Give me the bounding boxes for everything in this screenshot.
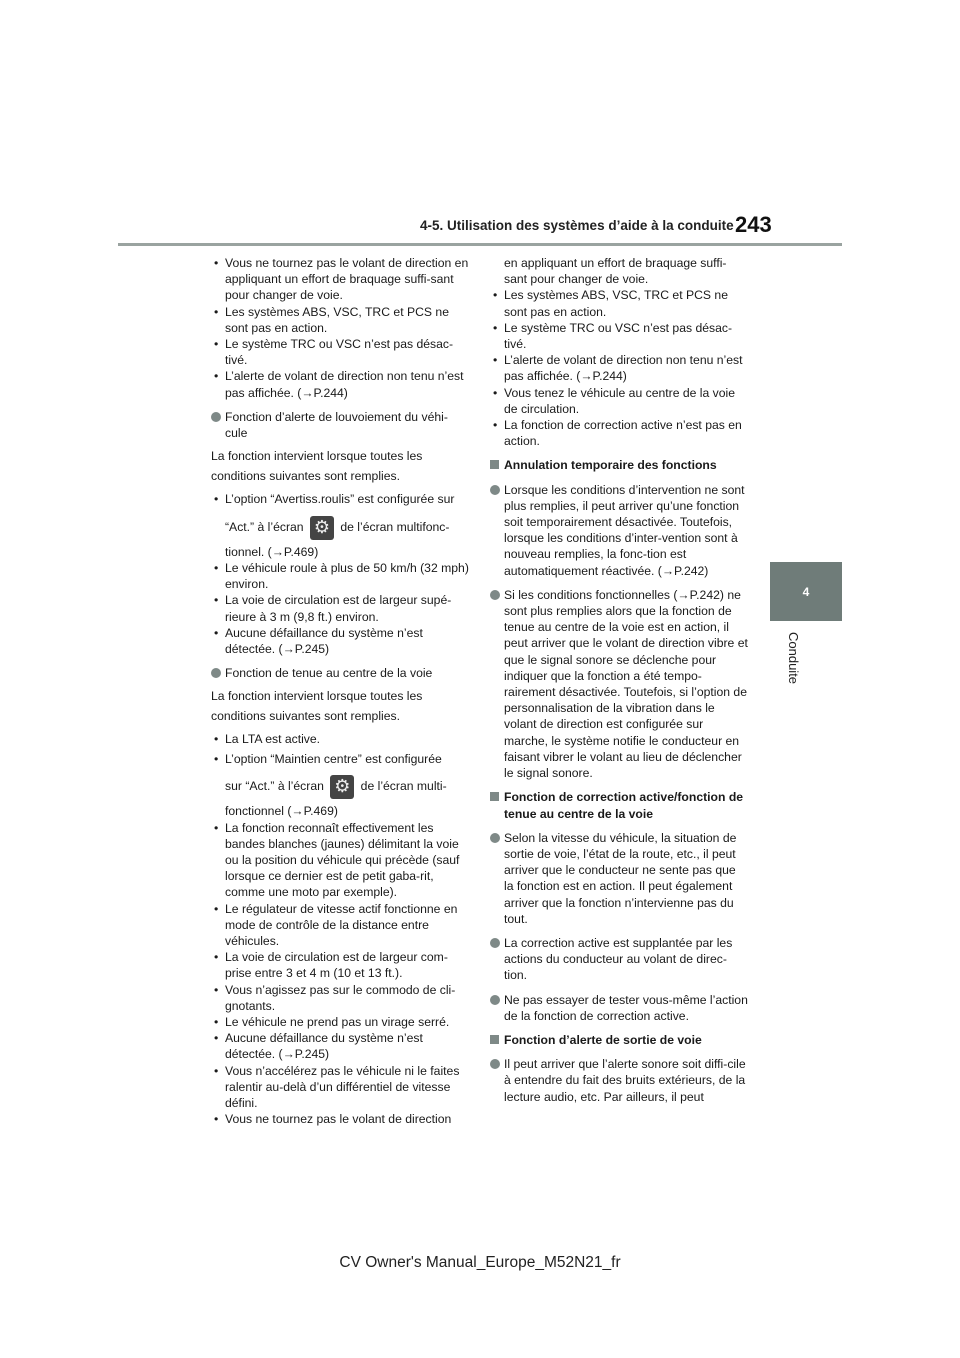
settings-gear-icon	[330, 775, 354, 799]
list-item: • Vous ne tournez pas le volant de direction en appliquant un effort de braquage suffi-sant pour changer de voie.	[211, 255, 469, 304]
list-item: • L’option “Avertiss.roulis” est configurée sur	[211, 490, 469, 510]
header-divider	[118, 243, 842, 246]
note-paragraph: Selon la vitesse du véhicule, la situation de sortie de voie, l’état de la route, etc., il peut arriver que le conducteur ne sente pas que la fonction est en action. Il peut également arriver que la fonction n’intervienne pas du tout.	[490, 830, 748, 927]
option-text: de l’écran multi-	[360, 779, 447, 794]
list-item: • Vous n’agissez pas sur le commodo de cli-gnotants.	[211, 982, 469, 1014]
note-paragraph: Si les conditions fonctionnelles (→P.242) ne sont plus remplies alors que la fonction de tenue au centre de la voie est en action, il peut arriver que le volant de direction vibre et que le signal sonore se déclenche pour indiquer que la fonction a été tempo-rairement désactivée. Toutefois, si l’option de personnalisation de la vibration dans le volant de direction est configurée sur marche, le système notifie le conducteur en faisant vibrer le volant au lieu de déclencher le signal sonore.	[490, 587, 748, 781]
list-item: • Le régulateur de vitesse actif fonctionne en mode de contrôle de la distance entre véhicules.	[211, 901, 469, 950]
list-item-continued: en appliquant un effort de braquage suffi-sant pour changer de voie.	[504, 256, 727, 287]
note-paragraph: La correction active est supplantée par les actions du conducteur au volant de direc-tion.	[490, 935, 748, 984]
note-paragraph: Ne pas essayer de tester vous-même l’action de la fonction de correction active.	[490, 992, 748, 1024]
list-item: • La fonction reconnaît effectivement les bandes blanches (jaunes) délimitant la voie ou la position du véhicule qui précède (sauf lorsque ce dernier est de petit gaba-rit, comme une moto par exemple).	[211, 820, 469, 901]
paragraph: conditions suivantes sont remplies.	[211, 708, 401, 723]
list-item: • Le véhicule roule à plus de 50 km/h (32 mph) environ.	[211, 560, 469, 592]
list-item: • Les systèmes ABS, VSC, TRC et PCS ne sont pas en action.	[211, 304, 469, 336]
list-item: • La fonction de correction active n’est pas en action.	[490, 417, 748, 449]
list-item-continued: fonctionnel (→P.469)	[225, 804, 338, 819]
list-item: • Vous ne tournez pas le volant de direction	[211, 1111, 469, 1127]
right-column	[490, 255, 748, 1111]
list-item: • Vous tenez le véhicule au centre de la voie de circulation.	[490, 385, 748, 417]
paragraph: La fonction intervient lorsque toutes les	[211, 449, 423, 464]
topic-heading: Fonction de tenue au centre de la voie	[211, 665, 469, 681]
page-number: 243	[735, 212, 772, 237]
list-item: • Le système TRC ou VSC n’est pas désac-tivé.	[211, 336, 469, 368]
paragraph: conditions suivantes sont remplies.	[211, 468, 401, 483]
list-item: • Aucune défaillance du système n’est détectée. (→P.245)	[211, 1030, 469, 1062]
list-item-continued: tionnel. (→P.469)	[225, 544, 319, 559]
note-paragraph: Il peut arriver que l’alerte sonore soit diffi-cile à entendre du fait des bruits extérieurs, de la lecture audio, etc. Par ailleurs, il peut	[490, 1056, 748, 1105]
section-heading: Fonction de correction active/fonction de tenue au centre de la voie	[490, 789, 748, 821]
left-column	[211, 255, 469, 1127]
list-item: • L’alerte de volant de direction non tenu n’est pas affichée. (→P.244)	[211, 368, 469, 400]
list-item: • Vous n’accélérez pas le véhicule ni le faites ralentir au-delà d’un différentiel de vitesse défini.	[211, 1063, 469, 1112]
list-item: • La LTA est active.	[211, 730, 469, 750]
list-item: • Aucune défaillance du système n’est détectée. (→P.245)	[211, 625, 469, 657]
section-heading: Fonction d’alerte de sortie de voie	[490, 1032, 748, 1048]
list-item: • Les systèmes ABS, VSC, TRC et PCS ne sont pas en action.	[490, 287, 748, 319]
note-paragraph: Lorsque les conditions d’intervention ne sont plus remplies, il peut arriver qu’une fonction soit temporairement désactivée. Toutefois, lorsque les conditions d’inter-vention sont à nouveau remplies, la fonc-tion est automatiquement réactivée. (→P.242)	[490, 482, 748, 579]
paragraph: La fonction intervient lorsque toutes les	[211, 689, 423, 704]
section-header: 4-5. Utilisation des systèmes d’aide à la conduite	[420, 218, 734, 233]
chapter-tab: 4	[770, 562, 842, 621]
list-item-continued	[211, 769, 469, 803]
list-item: • La voie de circulation est de largeur com-prise entre 3 et 4 m (10 et 13 ft.).	[211, 949, 469, 981]
list-item: • L’option “Maintien centre” est configurée	[211, 750, 469, 770]
option-text: “Act.” à l’écran	[225, 519, 304, 534]
list-item: • La voie de circulation est de largeur supé-rieure à 3 m (9,8 ft.) environ.	[211, 592, 469, 624]
section-heading: Annulation temporaire des fonctions	[490, 457, 748, 473]
list-item-continued	[211, 510, 469, 544]
list-item: • Le véhicule ne prend pas un virage serré.	[211, 1014, 469, 1030]
option-text: de l’écran multifonc-	[340, 519, 450, 534]
list-item: • L’alerte de volant de direction non tenu n’est pas affichée. (→P.244)	[490, 352, 748, 384]
settings-gear-icon	[310, 516, 334, 540]
page-footer: CV Owner's Manual_Europe_M52N21_fr	[339, 1254, 621, 1271]
list-item: • Le système TRC ou VSC n’est pas désac-tivé.	[490, 320, 748, 352]
topic-heading: Fonction d’alerte de louvoiement du véhi-cule	[211, 409, 469, 441]
option-text: sur “Act.” à l’écran	[225, 779, 324, 794]
chapter-label: Conduite	[786, 632, 801, 685]
